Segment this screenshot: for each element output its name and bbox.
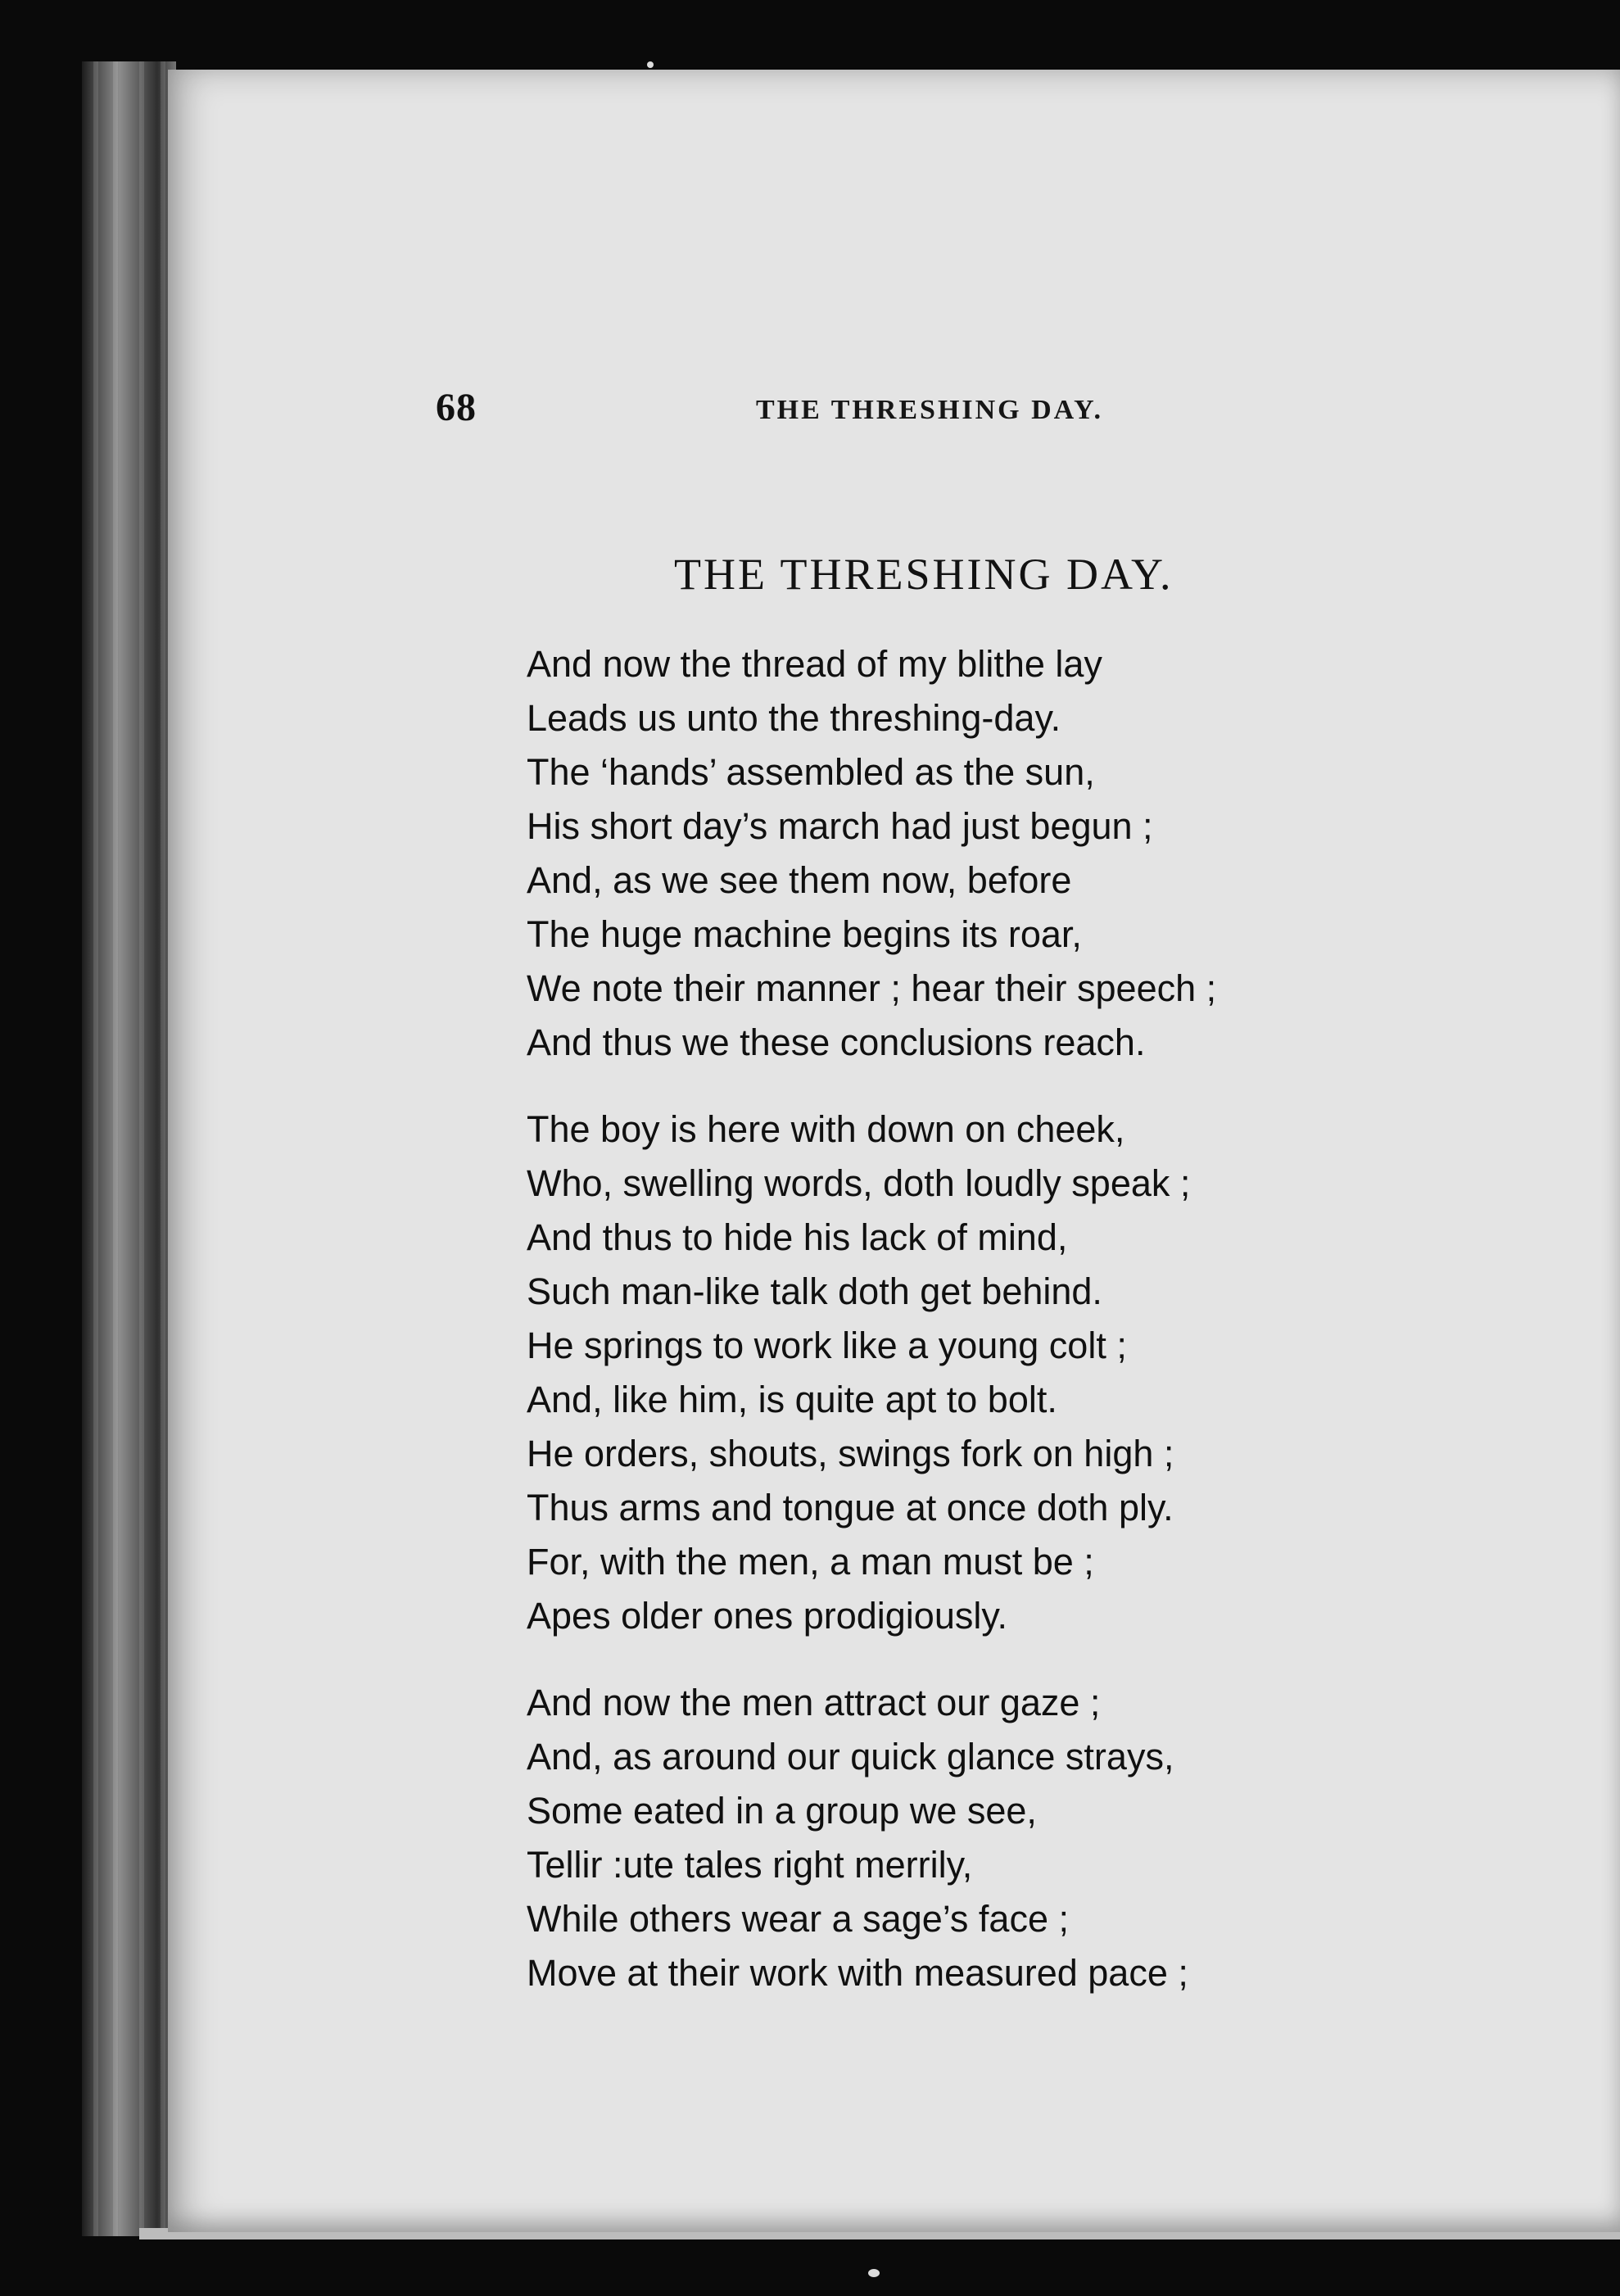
running-title: THE THRESHING DAY.: [756, 395, 1104, 425]
verse-line: And now the thread of my blithe lay: [527, 643, 1102, 685]
verse-line: Such man-like talk doth get behind.: [527, 1270, 1102, 1312]
running-head: [168, 385, 1620, 434]
verse-line: And thus we these conclusions reach.: [527, 1021, 1146, 1063]
verse-line: He orders, shouts, swings fork on high ;: [527, 1433, 1174, 1474]
verse-line: And now the men attract our gaze ;: [527, 1682, 1101, 1723]
verse-line: For, with the men, a man must be ;: [527, 1541, 1094, 1583]
verse-line: Leads us unto the threshing-day.: [527, 697, 1061, 739]
scan-speck: [868, 2269, 880, 2277]
verse-line: And thus to hide his lack of mind,: [527, 1216, 1068, 1258]
stanza: [527, 637, 1591, 1070]
verse-line: While others wear a sage’s face ;: [527, 1898, 1069, 1940]
poem-title: THE THRESHING DAY.: [674, 550, 1174, 599]
verse-line: Move at their work with measured pace ;: [527, 1952, 1188, 1994]
poem-body: [527, 637, 1591, 2033]
verse-line: The ‘hands’ assembled as the sun,: [527, 751, 1095, 793]
spine-stripe: [139, 61, 144, 2236]
scan-speck: [647, 61, 654, 68]
verse-line: Who, swelling words, doth loudly speak ;: [527, 1162, 1191, 1204]
verse-line: Apes older ones prodigiously.: [527, 1595, 1008, 1637]
book-spine: [82, 61, 176, 2236]
page-number: 68: [436, 386, 477, 429]
verse-line: And, as we see them now, before: [527, 859, 1072, 901]
verse-line: His short day’s march had just begun ;: [527, 805, 1153, 847]
verse-line: The boy is here with down on cheek,: [527, 1108, 1125, 1150]
verse-line: The huge machine begins its roar,: [527, 913, 1082, 955]
stanza: [527, 1676, 1591, 2000]
book-page: [168, 70, 1620, 2232]
verse-line: And, as around our quick glance strays,: [527, 1736, 1174, 1777]
spine-stripe: [93, 61, 98, 2236]
verse-line: We note their manner ; hear their speech ;: [527, 967, 1217, 1009]
verse-line: He springs to work like a young colt ;: [527, 1325, 1127, 1366]
stanza: [527, 1103, 1591, 1643]
spine-stripe: [113, 61, 118, 2236]
spine-stripe: [161, 61, 165, 2236]
verse-line: Tellir :ute tales right merrily,: [527, 1844, 973, 1886]
verse-line: Thus arms and tongue at once doth ply.: [527, 1487, 1174, 1528]
verse-line: And, like him, is quite apt to bolt.: [527, 1379, 1057, 1420]
verse-line: Some eated in a group we see,: [527, 1790, 1037, 1832]
